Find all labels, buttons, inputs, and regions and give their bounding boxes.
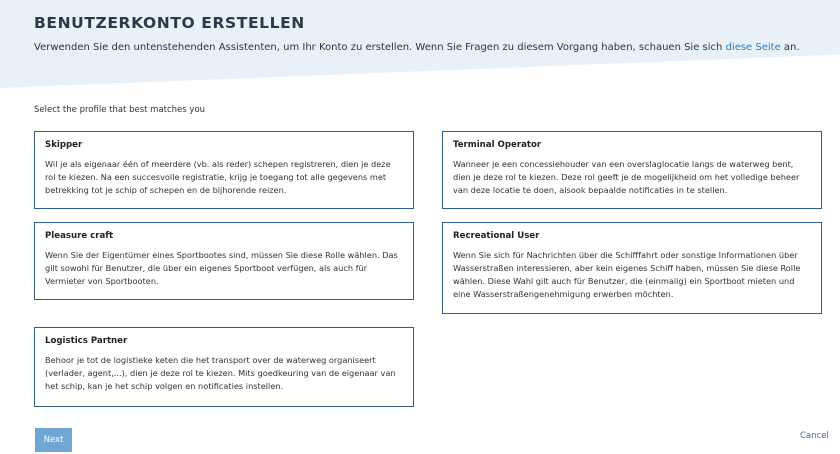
profile-card-description: Wanneer je een concessiehouder van een overslaglocatie langs de waterweg bent, dien je deze rol te kiezen. Deze rol geeft je de mogelijkheid om het volledige beheer van deze locatie te doen, alsook bepaalde notificaties in te stellen. xyxy=(453,159,800,195)
profile-card-description: Wenn Sie sich für Nachrichten über die Schifffahrt oder sonstige Informationen über Wasserstraßen interessieren, aber kein eigenes Schiff haben, müssen Sie diese Rolle wählen. Diese Wahl gilt auch für Benutzer, die (einmalig) ein Sportboot mieten und eine Wasserstraßengenehmigung erwerben möchten. xyxy=(453,250,801,299)
profile-card-logistics-partner[interactable] xyxy=(34,327,414,407)
profile-card-title: Terminal Operator xyxy=(453,140,542,150)
profile-card-recreational-user[interactable] xyxy=(442,222,822,314)
profile-card-title: Logistics Partner xyxy=(45,336,128,346)
profile-card-description: Wenn Sie der Eigentümer eines Sportbootes sind, müssen Sie diese Rolle wählen. Das gilt sowohl für Benutzer, die über ein eigenes Sportboot verfügen, als auch für Vermieter von Sportbooten. xyxy=(45,250,398,286)
profile-card-terminal-operator[interactable] xyxy=(442,131,822,209)
cancel-link[interactable]: Cancel xyxy=(800,431,829,441)
profile-card-skipper[interactable] xyxy=(34,131,414,209)
profile-section-label: Select the profile that best matches you xyxy=(34,105,206,115)
intro-text-start: Verwenden Sie den untenstehenden Assistenten, um Ihr Konto zu erstellen. Wenn Sie Fragen zu diesem Vorgang haben, schauen Sie sich xyxy=(34,42,726,53)
profile-card-description: Wil je als eigenaar één of meerdere (vb. als reder) schepen registreren, dien je deze rol te kiezen. Na een succesvolle registratie, krijg je toegang tot alle gegevens met betrekking tot je schip of schepen en de bijhorende reizen. xyxy=(45,159,391,195)
profile-card-title: Pleasure craft xyxy=(45,231,114,241)
intro-text-end: an. xyxy=(780,42,800,53)
profile-card-description: Behoor je tot de logistieke keten die het transport over de waterweg organiseert (verlader, agent,...), dien je deze rol te kiezen. Mits goedkeuring van de eigenaar van het schip, kan je het schip volgen en notificaties instellen. xyxy=(45,355,396,391)
help-page-link[interactable]: diese Seite xyxy=(725,42,781,53)
page-title: BENUTZERKONTO ERSTELLEN xyxy=(34,14,305,32)
next-button[interactable]: Next xyxy=(35,428,72,452)
intro-text xyxy=(34,42,800,53)
profile-card-title: Recreational User xyxy=(453,231,540,241)
profile-card-pleasure-craft[interactable] xyxy=(34,222,414,300)
profile-card-title: Skipper xyxy=(45,140,83,150)
